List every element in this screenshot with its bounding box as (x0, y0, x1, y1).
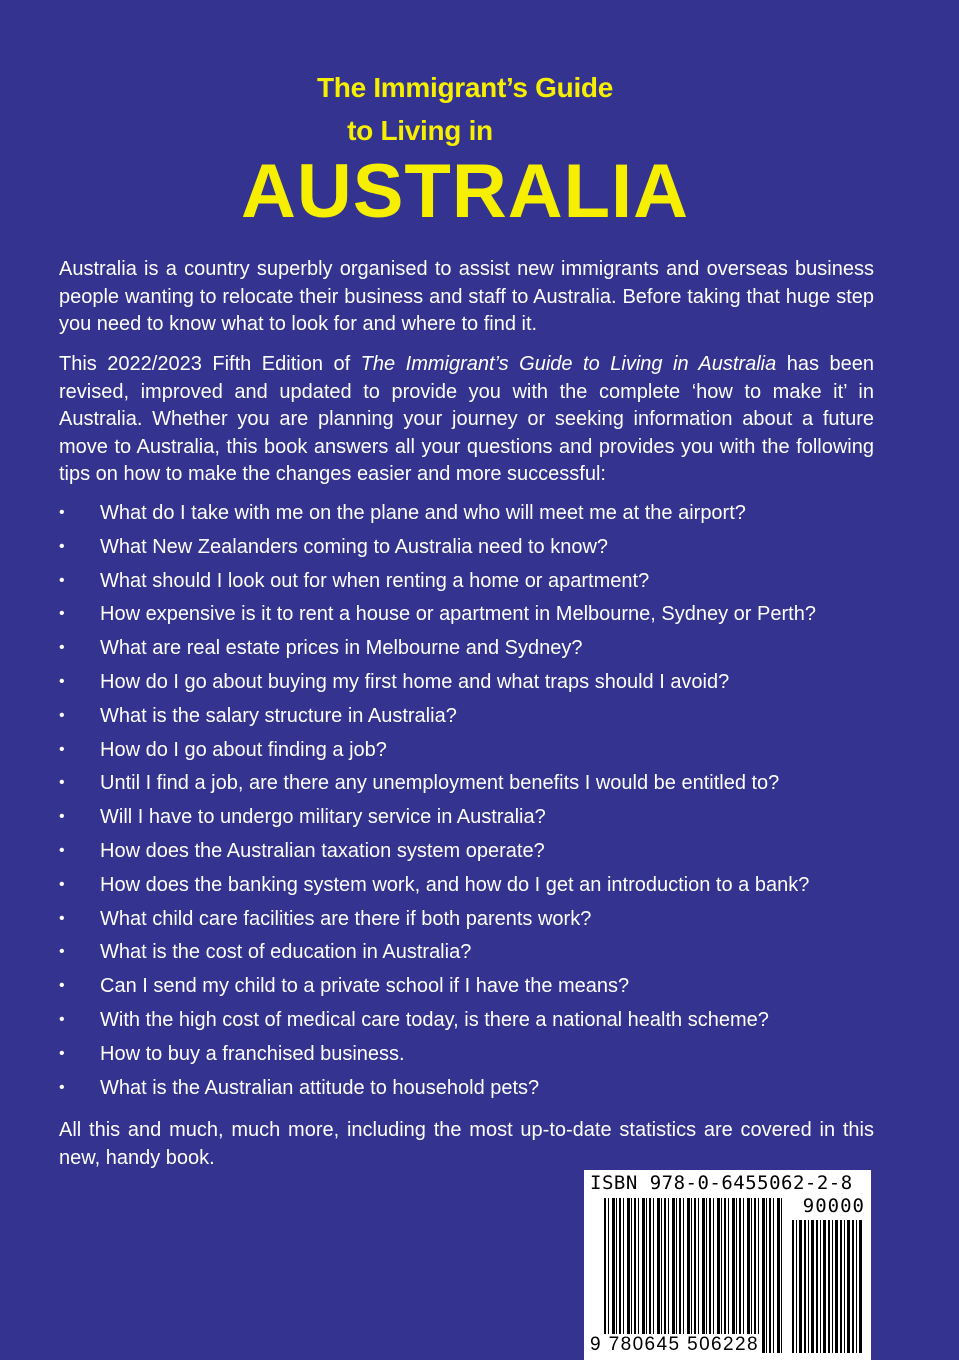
list-item (59, 668, 899, 702)
list-item-text: What is the Australian attitude to household pets? (100, 1076, 540, 1099)
list-item-text: What child care facilities are there if both parents work? (100, 907, 592, 930)
list-item-text: What are real estate prices in Melbourne and Sydney? (100, 637, 583, 660)
title-line-2: to Living in (347, 115, 493, 146)
bullet-icon: • (59, 1010, 65, 1028)
bullet-icon: • (59, 537, 65, 555)
list-item-text: Will I have to undergo military service in Australia? (100, 806, 546, 829)
list-item (59, 533, 899, 567)
list-item (59, 736, 899, 770)
list-item (59, 938, 899, 972)
bullet-icon: • (59, 943, 65, 961)
list-item (59, 1006, 899, 1040)
list-item (59, 972, 899, 1006)
intro-paragraph-1: Australia is a country superbly organised to assist new immigrants and overseas business people wanting to relocate their business and staff to Australia. Before taking that huge step you need to know what to look for and where to find it. (59, 258, 874, 335)
bullet-icon: • (59, 875, 65, 893)
barcode-ean-digits (588, 1334, 778, 1356)
bullet-icon: • (59, 1078, 65, 1096)
list-item-text: What should I look out for when renting a home or apartment? (100, 569, 650, 592)
list-item (59, 567, 899, 601)
list-item (59, 499, 899, 533)
list-item-text: Can I send my child to a private school if I have the means? (100, 975, 630, 998)
list-item-text: What is the cost of education in Australia? (100, 941, 472, 964)
list-item-text: How expensive is it to rent a house or apartment in Melbourne, Sydney or Perth? (100, 603, 816, 626)
bullet-icon: • (59, 571, 65, 589)
bullet-icon: • (59, 672, 65, 690)
intro-paragraph-2 (59, 351, 874, 489)
ean-number: 9 780645 506228 (590, 1334, 759, 1355)
barcode-addon-bars (792, 1220, 864, 1353)
list-item-text: What New Zealanders coming to Australia need to know? (100, 535, 609, 558)
list-item (59, 600, 899, 634)
list-item-text: With the high cost of medical care today, is there a national health scheme? (100, 1008, 769, 1031)
list-item (59, 905, 899, 939)
list-item (59, 769, 899, 803)
list-item (59, 803, 899, 837)
list-item-text: How do I go about buying my first home and what traps should I avoid? (100, 670, 730, 693)
list-item-text: How does the banking system work, and how do I get an introduction to a bank? (100, 873, 810, 896)
list-item-text: How do I go about finding a job? (100, 738, 387, 761)
list-item-text: How to buy a franchised business. (100, 1042, 405, 1065)
bullet-icon: • (59, 605, 65, 623)
intro-paragraph-2-start: This 2022/2023 Fifth Edition of (59, 353, 361, 375)
title-main: AUSTRALIA (240, 149, 690, 234)
isbn-label: ISBN 978-0-6455062-2-8 (590, 1172, 853, 1194)
list-item (59, 871, 899, 905)
barcode-addon-digits: 90000 (802, 1195, 865, 1217)
bullet-icon: • (59, 1044, 65, 1062)
bullet-icon: • (59, 639, 65, 657)
bullet-icon: • (59, 909, 65, 927)
list-item (59, 1040, 899, 1074)
list-item-text: What is the salary structure in Australia? (100, 704, 457, 727)
bullet-icon: • (59, 774, 65, 792)
isbn-barcode (584, 1170, 871, 1360)
bullet-icon: • (59, 808, 65, 826)
list-item (59, 837, 899, 871)
closing-paragraph: All this and much, much more, including the most up-to-date statistics are covered in this new, handy book. (59, 1119, 874, 1169)
bullet-icon: • (59, 740, 65, 758)
list-item (59, 1074, 899, 1108)
bullet-icon: • (59, 977, 65, 995)
bullet-icon: • (59, 841, 65, 859)
questions-list (59, 499, 899, 1107)
list-item-text: Until I find a job, are there any unemployment benefits I would be entitled to? (100, 772, 780, 795)
list-item-text: How does the Australian taxation system operate? (100, 839, 545, 862)
barcode-bars (604, 1198, 782, 1353)
list-item-text: What do I take with me on the plane and who will meet me at the airport? (100, 502, 746, 524)
list-item (59, 634, 899, 668)
bullet-icon: • (59, 504, 65, 521)
list-item (59, 702, 899, 736)
intro-paragraph-2-end: has been revised, improved and updated to provide you with the complete ‘how to make it’ in Australia. Whether you are planning your journey or seeking information about a future move to Australia, this book answers all your questions and provides you with the following tips on how to make the changes easier and more successful: (59, 353, 874, 485)
bullet-icon: • (59, 706, 65, 724)
title-line-1: The Immigrant’s Guide (316, 72, 614, 103)
book-title-italic: The Immigrant’s Guide to Living in Australia (360, 353, 777, 375)
